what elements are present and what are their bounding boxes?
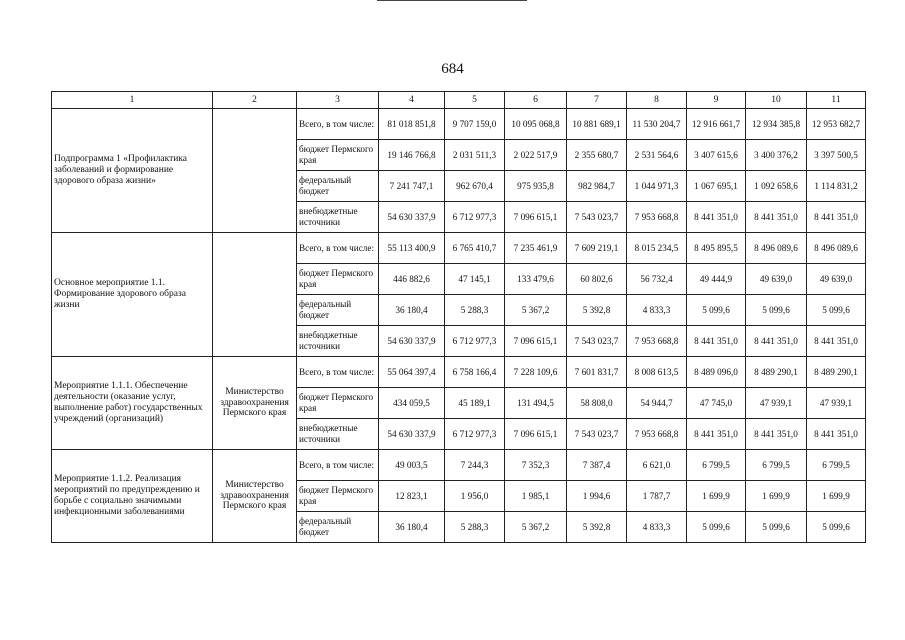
value-cell: 5 367,2	[505, 512, 567, 543]
value-cell: 1 994,6	[567, 481, 627, 512]
value-cell: 2 531 564,6	[627, 140, 687, 171]
value-cell: 5 099,6	[746, 295, 807, 326]
value-cell: 47 145,1	[445, 264, 505, 295]
value-cell: 47 939,1	[807, 388, 866, 419]
value-cell: 8 441 351,0	[687, 202, 746, 233]
value-cell: 5 367,2	[505, 295, 567, 326]
table-row	[52, 450, 866, 481]
value-cell: 982 984,7	[567, 171, 627, 202]
value-cell: 7 953 668,8	[627, 419, 687, 450]
value-cell: 5 099,6	[807, 512, 866, 543]
column-header: 3	[297, 92, 379, 109]
value-cell: 6 799,5	[687, 450, 746, 481]
program-name: Мероприятие 1.1.1. Обеспечение деятельности (оказание услуг, выполнение работ) государственных учреждений (организаций)	[52, 357, 213, 450]
funding-source-label: бюджет Пермского края	[297, 264, 379, 295]
value-cell: 6 758 166,4	[445, 357, 505, 388]
top-rule	[377, 0, 527, 1]
value-cell: 55 064 397,4	[379, 357, 445, 388]
value-cell: 49 639,0	[807, 264, 866, 295]
value-cell: 1 699,9	[687, 481, 746, 512]
value-cell: 49 639,0	[746, 264, 807, 295]
value-cell: 8 008 613,5	[627, 357, 687, 388]
value-cell: 19 146 766,8	[379, 140, 445, 171]
value-cell: 1 956,0	[445, 481, 505, 512]
value-cell: 58 808,0	[567, 388, 627, 419]
value-cell: 7 953 668,8	[627, 202, 687, 233]
column-header: 1	[52, 92, 213, 109]
value-cell: 7 543 023,7	[567, 419, 627, 450]
value-cell: 2 355 680,7	[567, 140, 627, 171]
value-cell: 8 441 351,0	[807, 202, 866, 233]
value-cell: 6 799,5	[807, 450, 866, 481]
value-cell: 5 288,3	[445, 295, 505, 326]
value-cell: 12 916 661,7	[687, 109, 746, 140]
funding-source-label: Всего, в том числе:	[297, 357, 379, 388]
table-row	[52, 109, 866, 140]
value-cell: 56 732,4	[627, 264, 687, 295]
value-cell: 54 630 337,9	[379, 202, 445, 233]
funding-source-label: Всего, в том числе:	[297, 233, 379, 264]
value-cell: 5 099,6	[807, 295, 866, 326]
value-cell: 5 099,6	[687, 512, 746, 543]
value-cell: 5 288,3	[445, 512, 505, 543]
value-cell: 7 096 615,1	[505, 202, 567, 233]
value-cell: 10 881 689,1	[567, 109, 627, 140]
program-name: Основное мероприятие 1.1. Формирование здорового образа жизни	[52, 233, 213, 357]
funding-source-label: внебюджетные источники	[297, 419, 379, 450]
value-cell: 3 397 500,5	[807, 140, 866, 171]
value-cell: 49 444,9	[687, 264, 746, 295]
value-cell: 8 441 351,0	[807, 419, 866, 450]
value-cell: 47 939,1	[746, 388, 807, 419]
value-cell: 54 944,7	[627, 388, 687, 419]
value-cell: 8 441 351,0	[687, 326, 746, 357]
value-cell: 1 114 831,2	[807, 171, 866, 202]
column-header: 10	[746, 92, 807, 109]
funding-source-label: внебюджетные источники	[297, 202, 379, 233]
value-cell: 2 031 511,3	[445, 140, 505, 171]
table-row	[52, 357, 866, 388]
value-cell: 60 802,6	[567, 264, 627, 295]
value-cell: 7 352,3	[505, 450, 567, 481]
value-cell: 133 479,6	[505, 264, 567, 295]
value-cell: 446 882,6	[379, 264, 445, 295]
value-cell: 4 833,3	[627, 295, 687, 326]
value-cell: 81 018 851,8	[379, 109, 445, 140]
funding-source-label: федеральный бюджет	[297, 295, 379, 326]
column-header: 6	[505, 92, 567, 109]
value-cell: 36 180,4	[379, 295, 445, 326]
value-cell: 49 003,5	[379, 450, 445, 481]
value-cell: 3 407 615,6	[687, 140, 746, 171]
funding-source-label: бюджет Пермского края	[297, 388, 379, 419]
value-cell: 8 489 290,1	[807, 357, 866, 388]
executor	[213, 109, 297, 233]
value-cell: 1 787,7	[627, 481, 687, 512]
value-cell: 5 392,8	[567, 295, 627, 326]
funding-source-label: федеральный бюджет	[297, 171, 379, 202]
value-cell: 7 228 109,6	[505, 357, 567, 388]
value-cell: 5 099,6	[746, 512, 807, 543]
value-cell: 12 823,1	[379, 481, 445, 512]
value-cell: 5 392,8	[567, 512, 627, 543]
value-cell: 8 441 351,0	[746, 419, 807, 450]
program-name: Подпрограмма 1 «Профилактика заболеваний и формирование здорового образа жизни»	[52, 109, 213, 233]
value-cell: 55 113 400,9	[379, 233, 445, 264]
value-cell: 6 765 410,7	[445, 233, 505, 264]
value-cell: 8 496 089,6	[746, 233, 807, 264]
value-cell: 8 015 234,5	[627, 233, 687, 264]
value-cell: 8 496 089,6	[807, 233, 866, 264]
value-cell: 7 244,3	[445, 450, 505, 481]
funding-source-label: внебюджетные источники	[297, 326, 379, 357]
value-cell: 8 441 351,0	[687, 419, 746, 450]
value-cell: 36 180,4	[379, 512, 445, 543]
value-cell: 6 712 977,3	[445, 202, 505, 233]
value-cell: 7 543 023,7	[567, 202, 627, 233]
value-cell: 1 699,9	[746, 481, 807, 512]
value-cell: 6 712 977,3	[445, 419, 505, 450]
value-cell: 975 935,8	[505, 171, 567, 202]
table-row	[52, 233, 866, 264]
program-name: Мероприятие 1.1.2. Реализация мероприятий по предупреждению и борьбе с социально значимыми инфекционными заболеваниями	[52, 450, 213, 543]
value-cell: 10 095 068,8	[505, 109, 567, 140]
value-cell: 131 494,5	[505, 388, 567, 419]
value-cell: 7 601 831,7	[567, 357, 627, 388]
value-cell: 7 387,4	[567, 450, 627, 481]
value-cell: 6 621,0	[627, 450, 687, 481]
value-cell: 8 441 351,0	[807, 326, 866, 357]
value-cell: 7 241 747,1	[379, 171, 445, 202]
executor	[213, 233, 297, 357]
column-header: 9	[687, 92, 746, 109]
column-header: 2	[213, 92, 297, 109]
funding-source-label: Всего, в том числе:	[297, 109, 379, 140]
executor: Министерство здравоохранения Пермского края	[213, 450, 297, 543]
executor: Министерство здравоохранения Пермского края	[213, 357, 297, 450]
value-cell: 11 530 204,7	[627, 109, 687, 140]
value-cell: 9 707 159,0	[445, 109, 505, 140]
value-cell: 4 833,3	[627, 512, 687, 543]
column-header: 8	[627, 92, 687, 109]
value-cell: 5 099,6	[687, 295, 746, 326]
value-cell: 7 096 615,1	[505, 419, 567, 450]
value-cell: 6 712 977,3	[445, 326, 505, 357]
value-cell: 8 489 290,1	[746, 357, 807, 388]
column-header: 5	[445, 92, 505, 109]
value-cell: 7 096 615,1	[505, 326, 567, 357]
column-header: 4	[379, 92, 445, 109]
value-cell: 8 495 895,5	[687, 233, 746, 264]
funding-source-label: федеральный бюджет	[297, 512, 379, 543]
header-row	[52, 92, 866, 109]
value-cell: 1 092 658,6	[746, 171, 807, 202]
column-header: 11	[807, 92, 866, 109]
funding-source-label: Всего, в том числе:	[297, 450, 379, 481]
value-cell: 7 953 668,8	[627, 326, 687, 357]
value-cell: 54 630 337,9	[379, 326, 445, 357]
value-cell: 47 745,0	[687, 388, 746, 419]
value-cell: 8 441 351,0	[746, 326, 807, 357]
value-cell: 7 609 219,1	[567, 233, 627, 264]
value-cell: 962 670,4	[445, 171, 505, 202]
value-cell: 12 953 682,7	[807, 109, 866, 140]
funding-source-label: бюджет Пермского края	[297, 140, 379, 171]
value-cell: 1 699,9	[807, 481, 866, 512]
value-cell: 6 799,5	[746, 450, 807, 481]
value-cell: 1 985,1	[505, 481, 567, 512]
value-cell: 7 235 461,9	[505, 233, 567, 264]
value-cell: 12 934 385,8	[746, 109, 807, 140]
value-cell: 1 044 971,3	[627, 171, 687, 202]
value-cell: 3 400 376,2	[746, 140, 807, 171]
budget-table	[51, 91, 866, 543]
value-cell: 2 022 517,9	[505, 140, 567, 171]
value-cell: 7 543 023,7	[567, 326, 627, 357]
funding-source-label: бюджет Пермского края	[297, 481, 379, 512]
value-cell: 54 630 337,9	[379, 419, 445, 450]
value-cell: 8 441 351,0	[746, 202, 807, 233]
page-number: 684	[441, 61, 464, 77]
value-cell: 8 489 096,0	[687, 357, 746, 388]
value-cell: 434 059,5	[379, 388, 445, 419]
column-header: 7	[567, 92, 627, 109]
value-cell: 1 067 695,1	[687, 171, 746, 202]
value-cell: 45 189,1	[445, 388, 505, 419]
